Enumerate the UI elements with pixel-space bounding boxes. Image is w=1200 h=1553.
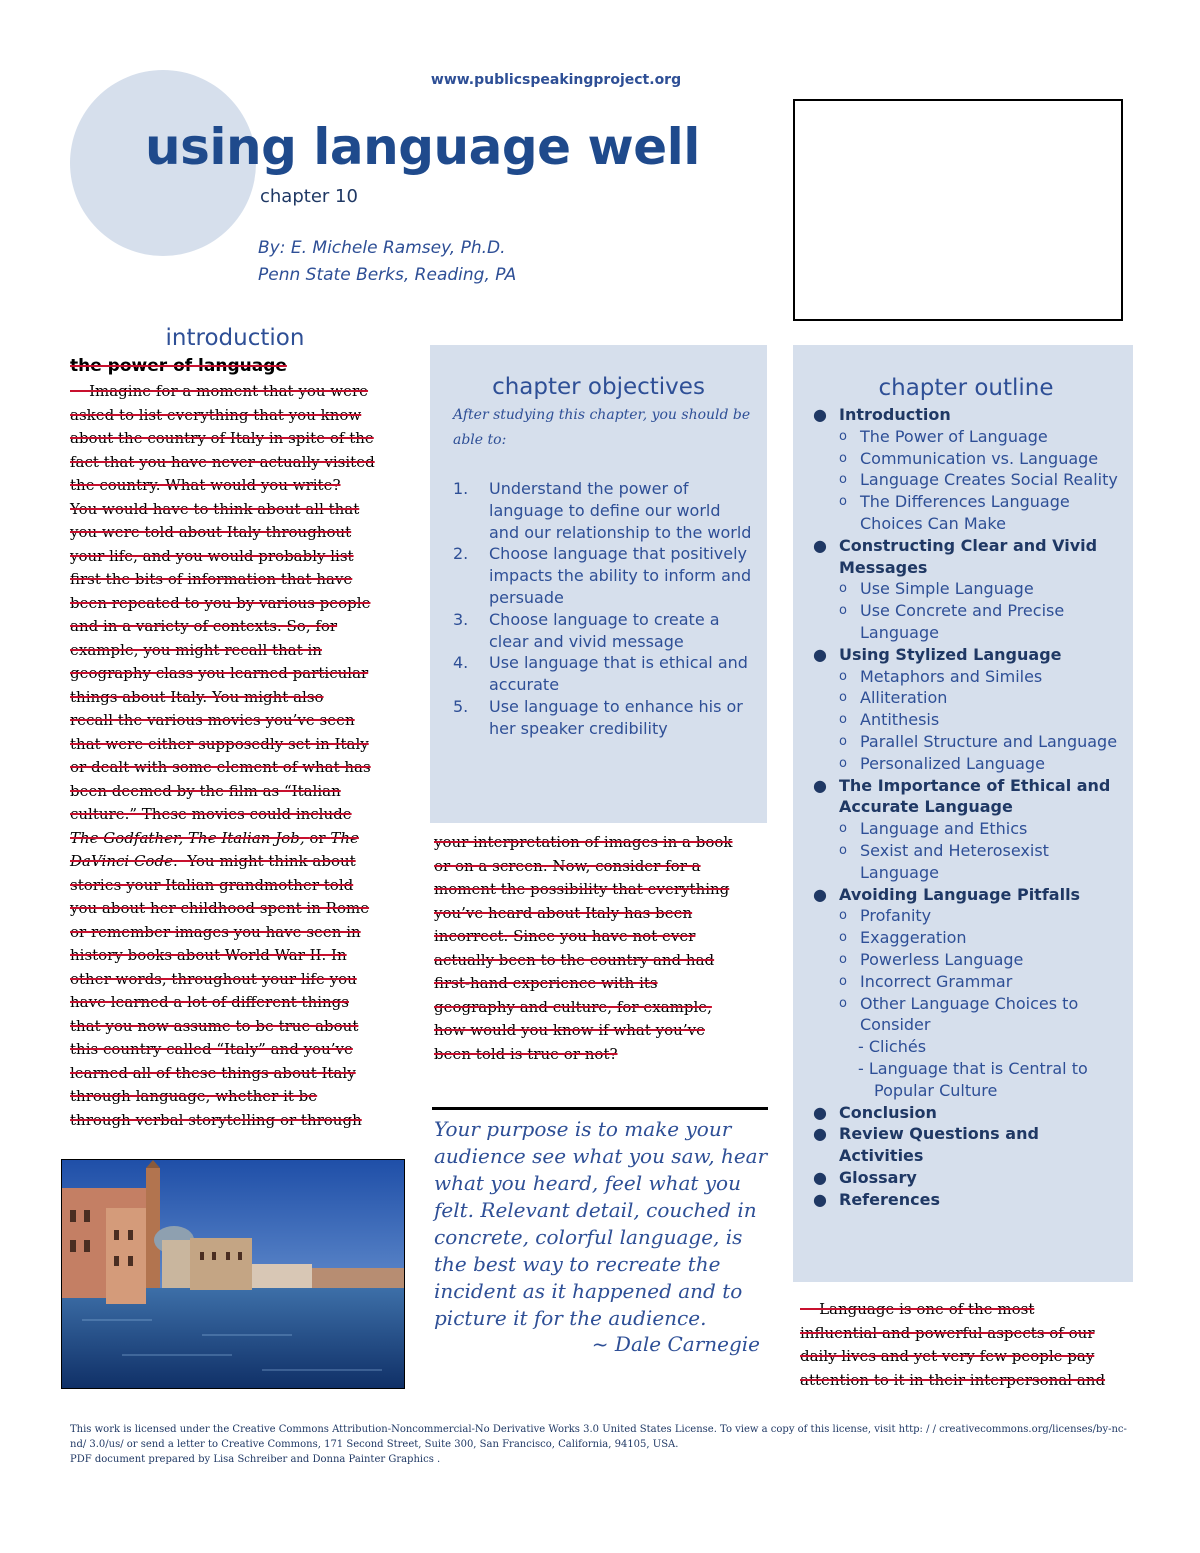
bullet-icon: ● — [813, 1167, 827, 1187]
body-line: attention to it in their interpersonal and — [800, 1370, 1106, 1389]
objective-number: 2. — [453, 544, 469, 564]
outline-subsection[interactable] — [813, 687, 1123, 709]
outline-section[interactable] — [813, 884, 1123, 906]
outline-subsection[interactable] — [813, 578, 1123, 600]
outline-subsection-label: Powerless Language — [860, 949, 1024, 969]
objective-text: Understand the power of language to define our world and our relationship to the world — [489, 479, 752, 542]
body-line: fact that you have never actually visited — [70, 452, 375, 471]
body-line: asked to list everything that you know — [70, 405, 362, 424]
body-line: daily lives and yet very few people pay — [800, 1347, 1095, 1365]
intro-body-column-1 — [70, 380, 402, 1132]
body-line: example, you might recall that in — [70, 640, 322, 659]
body-line: history books about World War II. In — [70, 946, 347, 964]
body-line-davinci — [70, 850, 402, 874]
body-line: first-hand experience with its — [434, 974, 658, 992]
film-titles: The Godfather, The Italian Job, — [70, 828, 310, 847]
outline-section-label: Glossary — [839, 1167, 917, 1187]
circle-bullet-icon: o — [839, 581, 847, 597]
outline-subsection[interactable] — [813, 666, 1123, 688]
body-line: have learned a lot of different things — [70, 993, 349, 1011]
body-line: about the country of Italy in spite of the — [70, 429, 374, 447]
body-line: actually been to the country and had — [434, 950, 715, 969]
objective-item — [453, 543, 753, 608]
outline-subsection[interactable] — [813, 905, 1123, 927]
circle-bullet-icon: o — [839, 733, 847, 749]
outline-subsection-label: Personalized Language — [860, 753, 1045, 773]
circle-bullet-icon: o — [839, 494, 847, 510]
circle-bullet-icon: o — [839, 908, 847, 924]
outline-subsection[interactable] — [813, 731, 1123, 753]
bullet-icon: ● — [813, 884, 827, 904]
chapter-outline-list — [813, 404, 1123, 1210]
circle-bullet-icon: o — [839, 755, 847, 771]
objective-text: Choose language that positively impacts the ability to inform and persuade — [489, 544, 752, 607]
body-line: other words, throughout your life you — [70, 969, 357, 988]
outline-subsection-label: Communication vs. Language — [860, 448, 1099, 468]
outline-subsection-label: The Differences Language Choices Can Make — [860, 492, 1070, 533]
circle-bullet-icon: o — [839, 930, 847, 946]
circle-bullet-icon: o — [839, 450, 847, 466]
body-line: through verbal storytelling or through — [70, 1110, 362, 1129]
outline-section-label: Review Questions and Activities — [839, 1124, 1039, 1166]
outline-subsection[interactable] — [813, 491, 1123, 535]
outline-subsection[interactable] — [813, 927, 1123, 949]
quote-divider — [432, 1107, 768, 1110]
venice-canal-image — [61, 1159, 405, 1389]
pull-quote: Your purpose is to make your audience see what you saw, hear what you heard, feel what you felt. Relevant detail, couched in concrete, colorful language, is the best way to recreate the incident as it happened and to picture it for the audience. — [434, 1117, 768, 1330]
outline-section-label: The Importance of Ethical and Accurate Language — [839, 775, 1111, 817]
author-name: By: E. Michele Ramsey, Ph.D. — [258, 238, 506, 258]
outline-subsection[interactable] — [813, 600, 1123, 644]
body-line: that were either supposedly set in Italy — [70, 734, 369, 753]
body-line: things about Italy. You might also — [70, 687, 324, 706]
outline-section[interactable] — [813, 1102, 1123, 1124]
license-footer — [70, 1422, 1130, 1467]
outline-subsection-label: Language Creates Social Reality — [860, 470, 1118, 490]
outline-section[interactable] — [813, 1167, 1123, 1189]
outline-subsection[interactable] — [813, 426, 1123, 448]
body-line: Language is one of the most — [800, 1300, 1035, 1318]
bullet-icon: ● — [813, 405, 827, 424]
power-of-language-heading: the power of language — [70, 356, 287, 376]
body-line: You would have to think about all that — [70, 499, 360, 518]
outline-section-label: Using Stylized Language — [839, 644, 1062, 664]
outline-subsubsection-label: - Clichés — [858, 1037, 927, 1057]
bullet-icon: ● — [813, 1189, 827, 1209]
outline-section-label: Conclusion — [839, 1102, 937, 1122]
conjunction: or — [309, 828, 331, 847]
intro-body-column-2 — [434, 831, 766, 1066]
outline-subsection-label: Language and Ethics — [860, 819, 1028, 839]
body-line: culture.” These movies could include — [70, 805, 352, 823]
outline-subsubsection-label-cont: Popular Culture — [874, 1080, 998, 1100]
body-line: that you now assume to be true about — [70, 1016, 359, 1035]
body-line: been told is true or not? — [434, 1044, 618, 1063]
outline-subsection[interactable] — [813, 469, 1123, 491]
outline-section[interactable] — [813, 1189, 1123, 1211]
body-line: incorrect. Since you have not ever — [434, 927, 696, 945]
circle-bullet-icon: o — [839, 428, 847, 444]
body-line: your interpretation of images in a book — [434, 833, 733, 851]
outline-subsection[interactable] — [813, 971, 1123, 993]
outline-section-label: Constructing Clear and Vivid Messages — [839, 535, 1098, 577]
outline-subsection-label: Use Simple Language — [860, 579, 1034, 599]
outline-subsection-label: Use Concrete and Precise Language — [860, 601, 1065, 642]
license-text[interactable]: This work is licensed under the Creative Commons Attribution-Noncommercial-No Derivative Works 3.0 United States License. To view a copy of this license, visit http: / / creativecommons.org/licenses/by-nc-nd/ 3.0/us/ or send a letter to Creative Commons, 171 Second Street, Suite 300, San Francisco, California, 94105, USA. — [70, 1424, 1127, 1450]
body-line-films — [70, 827, 402, 851]
body-line: geography and culture, for example, — [434, 997, 712, 1016]
body-column-3 — [800, 1298, 1130, 1392]
outline-subsection-label: Parallel Structure and Language — [860, 731, 1118, 751]
objectives-list — [453, 478, 753, 740]
circle-bullet-icon: o — [839, 603, 847, 619]
objective-number: 5. — [453, 696, 469, 716]
body-line: you’ve heard about Italy has been — [434, 903, 693, 922]
objective-number: 1. — [453, 479, 469, 498]
objective-text: Use language to enhance his or her speaker credibility — [489, 696, 743, 738]
objective-number: 4. — [453, 653, 469, 673]
body-line: recall the various movies you’ve seen — [70, 711, 355, 729]
outline-subsection-label: Exaggeration — [860, 928, 967, 948]
outline-heading: chapter outline — [878, 375, 1054, 401]
outline-subsection[interactable] — [813, 753, 1123, 775]
body-line: how would you know if what you’ve — [434, 1021, 705, 1039]
outline-subsection-label: Sexist and Heterosexist Language — [860, 840, 1049, 882]
bullet-icon: ● — [813, 1124, 827, 1144]
author-affiliation: Penn State Berks, Reading, PA — [258, 265, 517, 285]
body-line: you were told about Italy throughout — [70, 523, 352, 541]
body-line: been deemed by the film as “Italian — [70, 781, 341, 800]
body-line: through language, whether it be — [70, 1087, 318, 1105]
body-line: or dealt with some element of what has — [70, 758, 371, 776]
circle-bullet-icon: o — [839, 690, 847, 706]
outline-subsection-label: Alliteration — [860, 688, 948, 708]
circle-bullet-icon: o — [839, 951, 847, 967]
quote-attribution: ~ Dale Carnegie — [591, 1332, 760, 1356]
author-block — [258, 235, 516, 289]
body-line: your life, and you would probably list — [70, 546, 354, 565]
film-title-davinci: DaVinci Code — [70, 852, 173, 870]
outline-subsubsection[interactable] — [813, 1058, 1123, 1102]
bullet-icon: ● — [813, 1102, 827, 1122]
site-url[interactable]: www.publicspeakingproject.org — [430, 72, 682, 88]
outline-section-label: Avoiding Language Pitfalls — [839, 884, 1081, 904]
objective-text: Use language that is ethical and accurate — [489, 653, 748, 695]
objective-item — [453, 696, 753, 740]
outline-subsection-label: Other Language Choices to Consider — [860, 993, 1079, 1035]
outline-subsection[interactable] — [813, 448, 1123, 470]
objective-item — [453, 652, 753, 696]
outline-subsection[interactable] — [813, 709, 1123, 731]
prepared-by: PDF document prepared by Lisa Schreiber and Donna Painter Graphics . — [70, 1454, 441, 1465]
body-line: you about her childhood spent in Rome — [70, 899, 370, 917]
outline-subsection[interactable] — [813, 949, 1123, 971]
circle-bullet-icon: o — [839, 472, 847, 488]
objective-item — [453, 478, 753, 543]
circle-bullet-icon: o — [839, 821, 847, 837]
body-line: or on a screen. Now, consider for a — [434, 856, 701, 875]
circle-bullet-icon: o — [839, 973, 847, 989]
body-line: moment the possibility that everything — [434, 880, 730, 898]
objectives-intro: After studying this chapter, you should be able to: — [453, 407, 751, 448]
outline-section[interactable] — [813, 644, 1123, 666]
circle-bullet-icon: o — [839, 712, 847, 728]
outline-section[interactable] — [813, 404, 1123, 426]
outline-subsection-label: Antithesis — [860, 710, 940, 730]
body-line: geography class you learned particular — [70, 664, 369, 682]
outline-section[interactable] — [813, 1123, 1123, 1167]
outline-subsection[interactable] — [813, 840, 1123, 884]
chapter-number: chapter 10 — [260, 186, 358, 207]
film-title-the: The — [330, 828, 359, 847]
body-line: this country called “Italy” and you’ve — [70, 1040, 353, 1058]
outline-section-label: References — [839, 1189, 940, 1209]
introduction-heading: introduction — [165, 325, 305, 351]
body-text: . You might think about — [172, 852, 356, 870]
body-line: or remember images you have seen in — [70, 922, 361, 941]
outline-section[interactable] — [813, 535, 1123, 579]
body-line: Imagine for a moment that you were — [70, 382, 369, 400]
circle-bullet-icon: o — [839, 995, 847, 1011]
outline-subsection-label: Incorrect Grammar — [860, 971, 1013, 991]
outline-subsection-label: Metaphors and Similes — [860, 666, 1043, 686]
objective-number: 3. — [453, 609, 469, 629]
objective-text: Choose language to create a clear and vivid message — [489, 609, 720, 651]
outline-subsection-label: The Power of Language — [860, 426, 1048, 446]
bullet-icon: ● — [813, 535, 827, 555]
outline-subsection-label: Profanity — [860, 906, 932, 926]
author-photo-frame — [793, 99, 1123, 321]
body-line: first the bits of information that have — [70, 570, 353, 588]
body-line: the country. What would you write? — [70, 476, 341, 494]
bullet-icon: ● — [813, 775, 827, 795]
outline-subsection[interactable] — [813, 993, 1123, 1037]
body-line: stories your Italian grandmother told — [70, 875, 354, 894]
outline-subsubsection[interactable] — [813, 1036, 1123, 1058]
circle-bullet-icon: o — [839, 842, 847, 858]
body-line: and in a variety of contexts. So, for — [70, 617, 338, 635]
body-line: influential and powerful aspects of our — [800, 1323, 1095, 1342]
objective-item — [453, 609, 753, 653]
chapter-title: using language well — [145, 118, 700, 176]
bullet-icon: ● — [813, 644, 827, 664]
outline-section-label: Introduction — [839, 405, 951, 424]
outline-subsubsection-label: - Language that is Central to — [858, 1058, 1088, 1078]
objectives-heading: chapter objectives — [492, 374, 705, 400]
body-line: learned all of these things about Italy — [70, 1063, 356, 1082]
circle-bullet-icon: o — [839, 668, 847, 684]
body-line: been repeated to you by various people — [70, 593, 371, 612]
outline-subsection[interactable] — [813, 818, 1123, 840]
outline-section[interactable] — [813, 775, 1123, 819]
